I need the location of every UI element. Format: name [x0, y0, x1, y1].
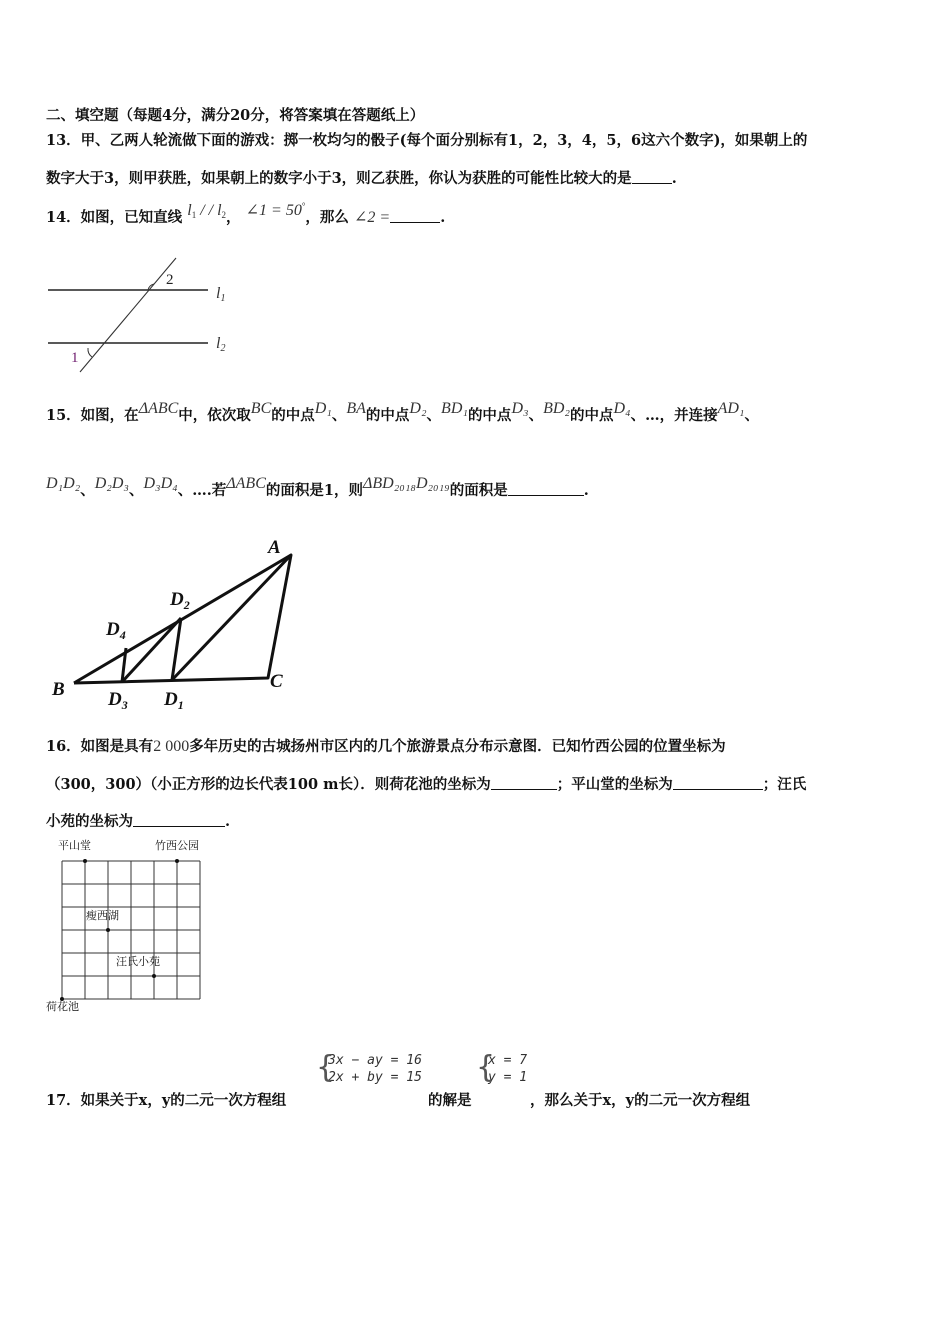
q14-comma: ，	[226, 209, 241, 226]
q17-prefix: 17．如果关于x，y的二元一次方程组	[46, 1092, 287, 1109]
point-shouxihu	[106, 928, 110, 932]
map-label-hehuachi: 荷花池	[46, 1000, 79, 1013]
q14-angle1	[246, 202, 306, 219]
q15-line2-text-9: 的面积是	[449, 482, 508, 499]
fig15-d4-sub: 4	[119, 628, 126, 642]
q16-line2	[46, 773, 806, 794]
q15-line1-text-8: 的中点	[365, 407, 410, 424]
fig15-d2-letter: D	[170, 589, 184, 610]
q15-line1-math-7: BA	[346, 400, 366, 417]
q14-condition-lines	[187, 202, 226, 219]
point-zhuxi	[175, 859, 179, 863]
fig15-d3-letter: D	[108, 689, 122, 710]
q13-line2	[46, 167, 677, 188]
q14-l1: l	[187, 202, 192, 219]
q14-text	[46, 201, 446, 227]
q17-mid-text	[428, 1089, 472, 1110]
fig14-label-angle1: 1	[71, 350, 79, 366]
fig14-l1: l	[216, 285, 221, 302]
q17-mid: 的解是	[428, 1092, 472, 1109]
q13-line1: 13．甲、乙两人轮流做下面的游戏：掷一枚均匀的骰子(每个面分别标有1，2，3，4，5，6这六个数字)，如果朝上的	[46, 132, 808, 149]
fig14-label-l2	[216, 335, 225, 354]
fig15-label-b: B	[52, 679, 65, 700]
fig15-d1-sub: 1	[177, 698, 184, 712]
q16-line1-b: 多年历史的古城扬州市区内的几个旅游景点分布示意图．已知竹西公园的位置坐标为	[189, 738, 726, 755]
fig14-l1-sub: 1	[220, 293, 226, 304]
q17-solution-brace-icon: {	[476, 1050, 496, 1085]
q15-line2-text-3: 、	[128, 482, 144, 499]
q17-eq2: 2x + by = 15	[328, 1070, 422, 1085]
section-title: 二、填空题（每题4分，满分20分，将答案填在答题纸上）	[46, 107, 425, 124]
segment-ad1	[172, 555, 291, 680]
q15-line1-math-17: D₄	[613, 400, 631, 417]
q16-line2-a: （300，300）（小正方形的边长代表100 m长）．则荷花池的坐标为	[46, 776, 491, 793]
q15-end: .	[583, 482, 589, 499]
fig14-label-angle2: 2	[166, 272, 174, 288]
q15-line1-text-4: 的中点	[271, 407, 315, 424]
q15-line1-text-18: 、…，并连接	[630, 407, 718, 424]
q15-line2-math-6: ΔABC	[226, 475, 266, 492]
q14-degree: °	[301, 201, 306, 211]
q14-answer-blank	[390, 210, 440, 223]
q15-line1-math-9: D₂	[409, 400, 427, 417]
q15-line1-math-15: BD₂	[543, 400, 570, 417]
q15-line1-text-6: 、	[331, 407, 347, 424]
map-label-pingshantang: 平山堂	[58, 839, 91, 852]
q15-line1-text-2: 中，依次取	[178, 407, 251, 424]
q15-line1-text-16: 的中点	[569, 407, 614, 424]
q14-l2-sub: 2	[221, 210, 227, 220]
fig15-label-d2	[169, 589, 190, 612]
q16-blank-hehuachi	[491, 777, 557, 790]
q17-system-brace-icon: {	[316, 1050, 336, 1085]
q17-sol1: x = 7	[488, 1053, 528, 1068]
fig15-label-d3	[107, 689, 128, 712]
q15-line2-text-5: 、….若	[177, 482, 227, 499]
q15-line1-text-0: 15．如图，在	[46, 407, 139, 424]
q15-line2-math-2: D₂D₃	[94, 475, 129, 492]
q17-suffix: ，那么关于x，y的二元一次方程组	[530, 1092, 751, 1109]
q17-sol2: y = 1	[488, 1070, 528, 1085]
map-label-shouxihu: 瘦西湖	[86, 909, 119, 922]
q15-figure	[46, 535, 306, 715]
fig15-label-d4	[105, 619, 126, 642]
q15-line1-text-10: 、	[426, 407, 442, 424]
q17-solution	[478, 1052, 527, 1086]
q15-line2-math-8: ΔBD₂₀₁₈D₂₀₁₉	[362, 475, 450, 492]
q15-line1	[46, 400, 759, 425]
q14-l2: l	[217, 202, 222, 219]
q16-blank-pingshantang	[673, 777, 763, 790]
q14-angle2: ∠2 =	[353, 209, 391, 226]
q14-l1-sub: 1	[191, 210, 197, 220]
q17-suffix-text	[530, 1089, 750, 1110]
q15-line2-math-0: D₁D₂	[46, 475, 81, 492]
q15-line1-math-13: D₃	[511, 400, 529, 417]
q15-line1-text-12: 的中点	[467, 407, 512, 424]
q16-blank-wangshi	[133, 814, 225, 827]
q13-line2-text: 数字大于3，则甲获胜，如果朝上的数字小于3，则乙获胜，你认为获胜的可能性比较大的是	[46, 170, 632, 187]
angle1-arc	[88, 348, 92, 357]
fig14-l2-sub: 2	[220, 343, 226, 354]
q13-answer-blank	[632, 171, 672, 184]
q17-text	[46, 1089, 286, 1110]
q16-years: 2 000	[153, 738, 190, 755]
fig15-label-a: A	[268, 537, 281, 558]
transversal-line	[80, 258, 176, 372]
fig15-d3-sub: 3	[121, 698, 128, 712]
q14-mid: ，那么	[305, 209, 349, 226]
q15-line1-math-1: ΔABC	[138, 400, 179, 417]
fig15-label-c: C	[270, 671, 283, 692]
q16-line1-a: 16．如图是具有	[46, 738, 154, 755]
q15-line1-math-19: AD₁	[717, 400, 745, 417]
q15-line2-text-1: 、	[80, 482, 95, 499]
map-label-zhuxi: 竹西公园	[155, 839, 199, 852]
q14-angle1-value: ∠1 = 50	[245, 202, 302, 219]
map-label-wangshi: 汪氏小苑	[116, 955, 160, 968]
q15-line1-math-3: BC	[250, 400, 272, 417]
q14-figure	[40, 250, 240, 380]
q15-line2-text-7: 的面积是1，则	[265, 482, 363, 499]
q16-line1	[46, 735, 726, 756]
fig15-d4-letter: D	[106, 619, 120, 640]
q15-line2	[46, 475, 589, 500]
fig14-label-l1	[216, 285, 225, 304]
q16-line2-b: ；平山堂的坐标为	[556, 776, 673, 793]
fig15-d2-sub: 2	[183, 598, 190, 612]
q15-line1-text-20: 、	[744, 407, 759, 424]
point-pingshantang	[83, 859, 87, 863]
q16-line3-text: 小苑的坐标为	[46, 813, 133, 830]
q15-line1-math-11: BD₁	[441, 400, 468, 417]
fig15-label-d1	[163, 689, 184, 712]
q14-prefix: 14．如图，已知直线	[46, 209, 183, 226]
q14-end: .	[440, 209, 446, 226]
q17-system	[318, 1052, 422, 1086]
q14-parallel: / /	[196, 202, 218, 219]
point-wangshi	[152, 974, 156, 978]
q15-line1-text-14: 、	[528, 407, 544, 424]
q16-line2-c: ；汪氏	[762, 776, 807, 793]
q13-end: .	[671, 170, 677, 187]
q15-line1-math-5: D₁	[314, 400, 332, 417]
q16-end: .	[225, 813, 231, 830]
map-grid	[62, 861, 200, 999]
fig14-l2: l	[216, 335, 221, 352]
q16-map	[40, 836, 240, 1026]
fig15-d1-letter: D	[164, 689, 178, 710]
q17-eq1: 3x − ay = 16	[328, 1053, 422, 1068]
q15-line2-math-4: D₃D₄	[143, 475, 178, 492]
q15-answer-blank	[508, 483, 584, 496]
q16-line3	[46, 810, 230, 831]
